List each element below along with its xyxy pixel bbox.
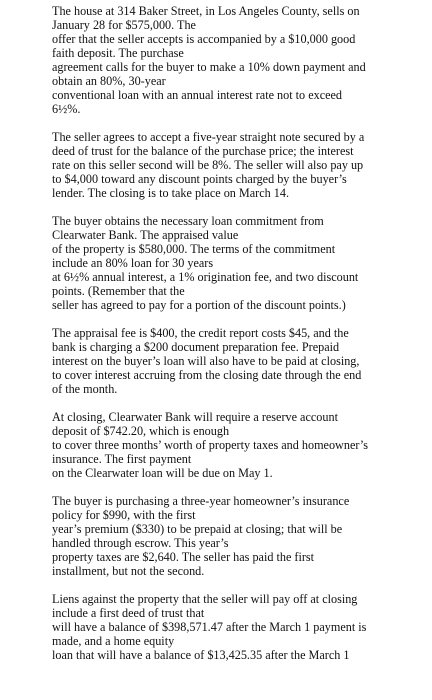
- text-line: points. (Remember that the: [52, 284, 185, 298]
- text-line: property taxes are $2,640. The seller has paid the first: [52, 550, 315, 564]
- text-line: The seller agrees to accept a five-year straight note secured by a: [52, 130, 365, 144]
- text-line: handled through escrow. This year’s: [52, 536, 229, 550]
- text-line: interest on the buyer’s loan will also have to be paid at closing,: [52, 354, 360, 368]
- text-line: The buyer obtains the necessary loan commitment from: [52, 214, 324, 228]
- text-line: At closing, Clearwater Bank will require a reserve account: [52, 410, 338, 424]
- paragraph-insurance-taxes: [52, 494, 428, 578]
- paragraph-seller-second: [52, 130, 428, 200]
- text-line: faith deposit. The purchase: [52, 46, 184, 60]
- text-line: The appraisal fee is $400, the credit report costs $45, and the: [52, 326, 349, 340]
- text-line: made, and a home equity: [52, 634, 175, 648]
- text-line: Clearwater Bank. The appraised value: [52, 228, 239, 242]
- text-line: to $4,000 toward any discount points charged by the buyer’s: [52, 172, 347, 186]
- text-line: The house at 314 Baker Street, in Los Angeles County, sells on: [52, 4, 360, 18]
- problem-text: [52, 4, 428, 676]
- text-line: 6½%.: [52, 102, 81, 116]
- text-line: deposit of $742.20, which is enough: [52, 424, 230, 438]
- text-line: of the property is $580,000. The terms of the commitment: [52, 242, 336, 256]
- text-line: loan that will have a balance of $13,425.35 after the March 1: [52, 648, 350, 662]
- paragraph-reserve-account: [52, 410, 428, 480]
- text-line: obtain an 80%, 30-year: [52, 74, 166, 88]
- text-line: installment, but not the second.: [52, 564, 205, 578]
- text-line: seller has agreed to pay for a portion of the discount points.): [52, 298, 346, 312]
- text-line: at 6½% annual interest, a 1% origination fee, and two discount: [52, 270, 359, 284]
- text-line: offer that the seller accepts is accompanied by a $10,000 good: [52, 32, 356, 46]
- text-line: year’s premium ($330) to be prepaid at closing; that will be: [52, 522, 343, 536]
- text-line: lender. The closing is to take place on March 14.: [52, 186, 290, 200]
- text-line: include an 80% loan for 30 years: [52, 256, 214, 270]
- text-line: to cover three months’ worth of property taxes and homeowner’s: [52, 438, 368, 452]
- text-line: policy for $990, with the first: [52, 508, 196, 522]
- paragraph-closing-fees: [52, 326, 428, 396]
- paragraph-sale-terms: [52, 4, 428, 116]
- paragraph-loan-commitment: [52, 214, 428, 312]
- text-line: agreement calls for the buyer to make a 10% down payment and: [52, 60, 366, 74]
- text-line: The buyer is purchasing a three-year homeowner’s insurance: [52, 494, 350, 508]
- paragraph-liens: [52, 592, 428, 662]
- text-line: to cover interest accruing from the closing date through the end: [52, 368, 362, 382]
- text-line: on the Clearwater loan will be due on May 1.: [52, 466, 273, 480]
- text-line: bank is charging a $200 document preparation fee. Prepaid: [52, 340, 340, 354]
- text-line: insurance. The first payment: [52, 452, 192, 466]
- text-line: rate on this seller second will be 8%. The seller will also pay up: [52, 158, 364, 172]
- text-line: Liens against the property that the seller will pay off at closing: [52, 592, 358, 606]
- text-line: conventional loan with an annual interest rate not to exceed: [52, 88, 343, 102]
- text-line: of the month.: [52, 382, 118, 396]
- text-line: deed of trust for the balance of the purchase price; the interest: [52, 144, 354, 158]
- text-line: include a first deed of trust that: [52, 606, 205, 620]
- text-line: January 28 for $575,000. The: [52, 18, 196, 32]
- text-line: will have a balance of $398,571.47 after the March 1 payment is: [52, 620, 367, 634]
